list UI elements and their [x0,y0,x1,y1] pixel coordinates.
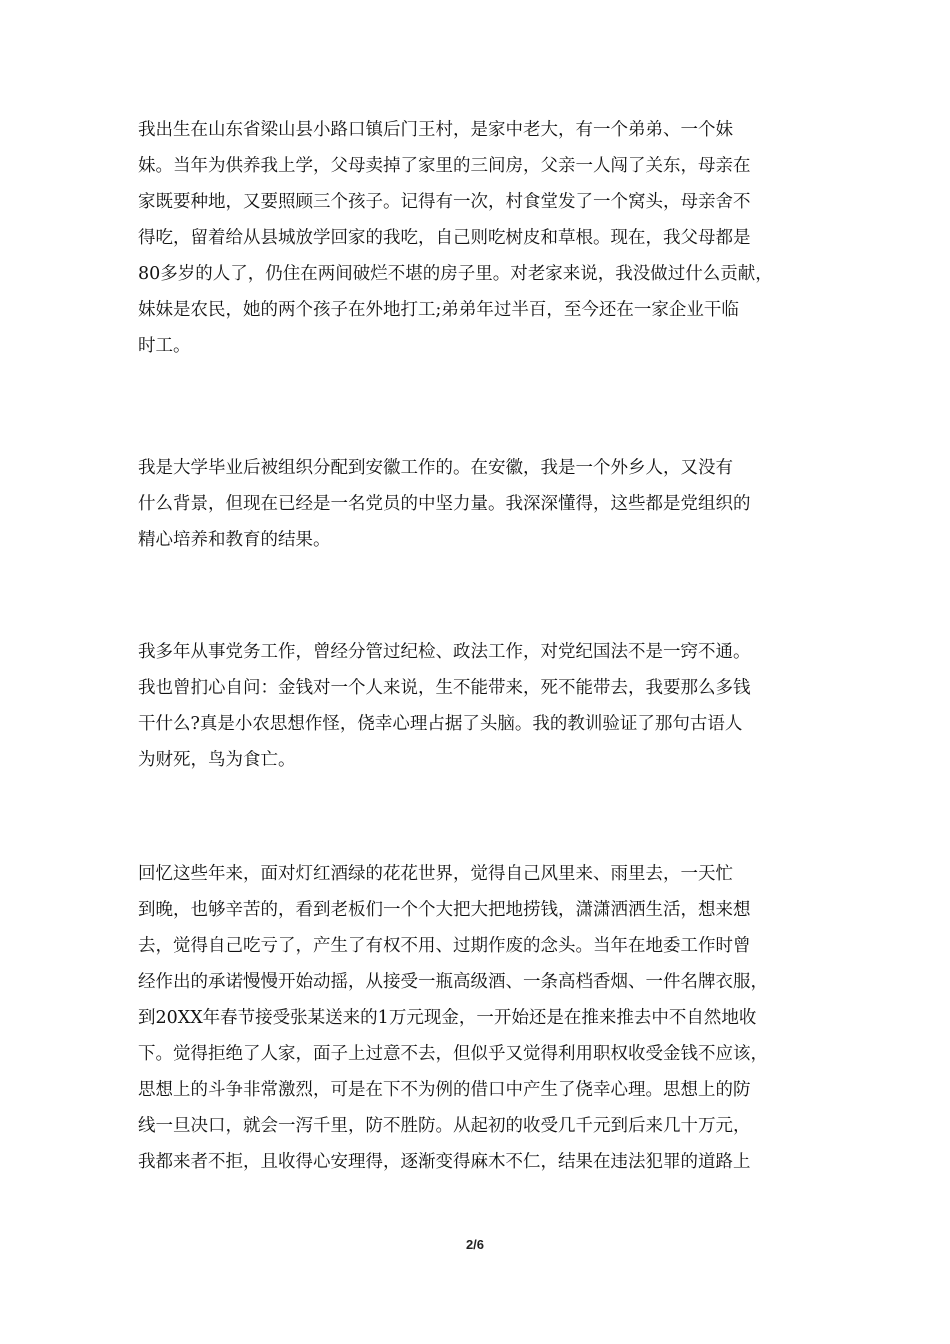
paragraph-family-background [138,112,773,364]
text-line: 什么背景，但现在已经是一名党员的中坚力量。我深深懂得，这些都是党组织的 [138,494,751,514]
text-line: 80多岁的人了，仍住在两间破烂不堪的房子里。对老家来说，我没做过什么贡献， [138,264,773,284]
text-line: 为财死，鸟为食亡。 [138,750,296,770]
text-line: 经作出的承诺慢慢开始动摇，从接受一瓶高级酒、一条高档香烟、一件名牌衣服， [138,972,768,992]
paragraph-party-work [138,634,751,778]
text-line: 我多年从事党务工作，曾经分管过纪检、政法工作，对党纪国法不是一窍不通。 [138,642,751,662]
text-line: 下。觉得拒绝了人家，面子上过意不去，但似乎又觉得利用职权收受金钱不应该， [138,1044,768,1064]
text-line: 我也曾扪心自问：金钱对一个人来说，生不能带来，死不能带去，我要那么多钱 [138,678,751,698]
text-line: 我都来者不拒，且收得心安理得，逐渐变得麻木不仁，结果在违法犯罪的道路上 [138,1152,751,1172]
text-line: 去，觉得自己吃亏了，产生了有权不用、过期作废的念头。当年在地委工作时曾 [138,936,751,956]
paragraph-reflection [138,856,768,1180]
text-line: 到20XX年春节接受张某送来的1万元现金，一开始还是在推来推去中不自然地收 [138,1008,757,1028]
text-line: 时工。 [138,336,191,356]
text-line: 妹。当年为供养我上学，父母卖掉了家里的三间房，父亲一人闯了关东，母亲在 [138,156,751,176]
page-number: 2/6 [465,1237,485,1252]
text-line: 干什么?真是小农思想作怪，侥幸心理占据了头脑。我的教训验证了那句古语人 [138,714,743,734]
text-line: 家既要种地，又要照顾三个孩子。记得有一次，村食堂发了一个窝头，母亲舍不 [138,192,751,212]
paragraph-career-anhui [138,450,751,558]
text-line: 到晚，也够辛苦的，看到老板们一个个大把大把地捞钱，潇潇洒洒生活，想来想 [138,900,751,920]
text-line: 回忆这些年来，面对灯红酒绿的花花世界，觉得自己风里来、雨里去，一天忙 [138,864,733,884]
text-line: 精心培养和教育的结果。 [138,530,331,550]
text-line: 妹妹是农民，她的两个孩子在外地打工;弟弟年过半百，至今还在一家企业干临 [138,300,739,320]
text-line: 我是大学毕业后被组织分配到安徽工作的。在安徽，我是一个外乡人，又没有 [138,458,733,478]
text-line: 得吃，留着给从县城放学回家的我吃，自己则吃树皮和草根。现在，我父母都是 [138,228,751,248]
text-line: 思想上的斗争非常激烈，可是在下不为例的借口中产生了侥幸心理。思想上的防 [138,1080,751,1100]
text-line: 我出生在山东省梁山县小路口镇后门王村，是家中老大，有一个弟弟、一个妹 [138,120,733,140]
text-line: 线一旦决口，就会一泻千里，防不胜防。从起初的收受几千元到后来几十万元， [138,1116,751,1136]
